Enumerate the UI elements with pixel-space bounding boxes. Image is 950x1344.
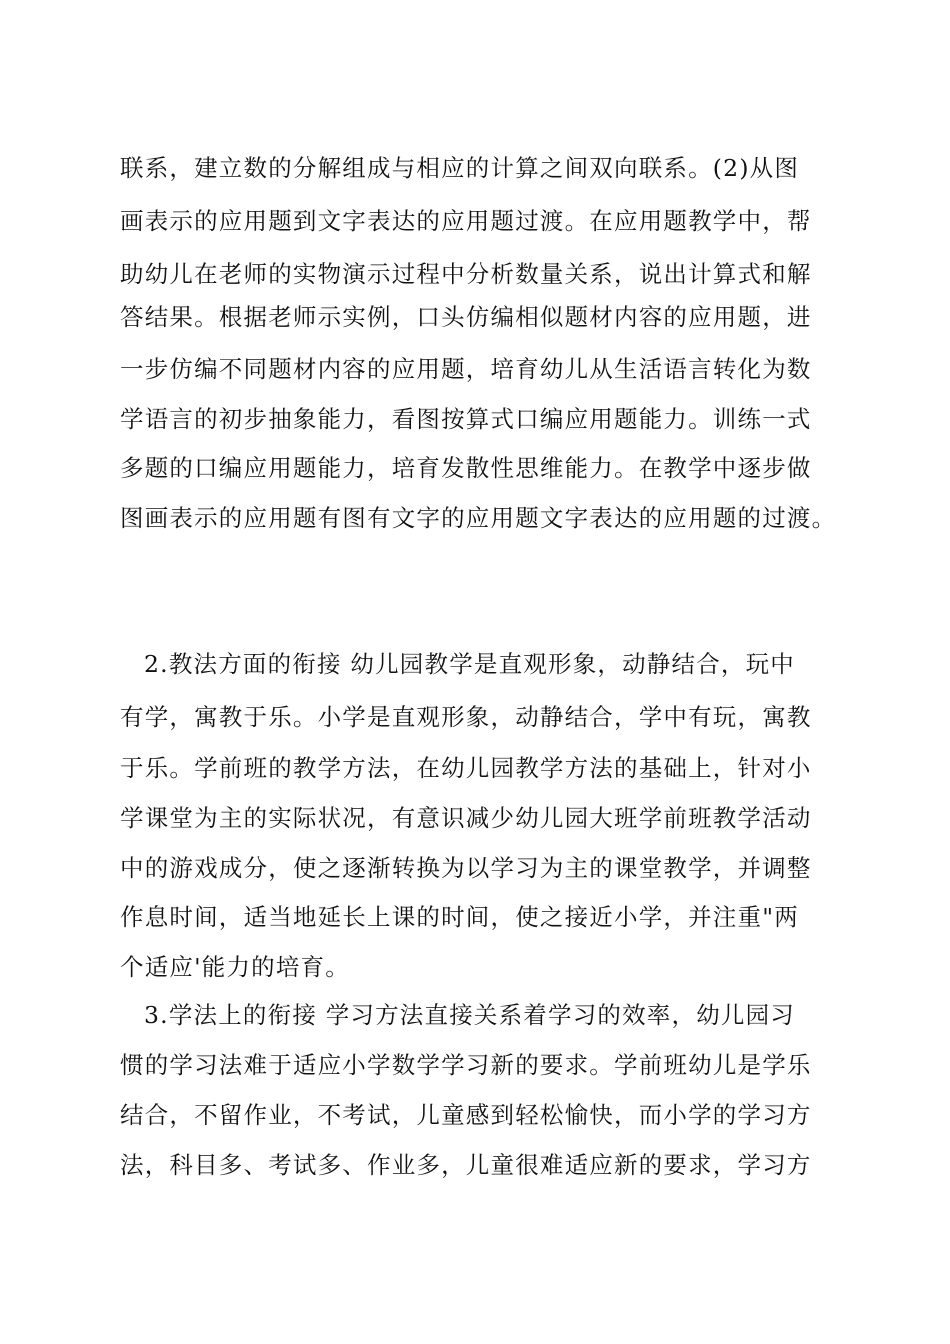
paragraph-3-line-4: 法，科目多、考试多、作业多，儿童很难适应新的要求，学习方 (120, 1151, 812, 1179)
paragraph-1-line-8: 图画表示的应用题有图有文字的应用题文字表达的应用题的过渡。 (120, 504, 837, 532)
paragraph-2-line-7: 个适应'能力的培育。 (120, 953, 350, 981)
paragraph-2-line-3: 于乐。学前班的教学方法，在幼儿园教学方法的基础上，针对小 (120, 754, 812, 782)
paragraph-2-line-4: 学课堂为主的实际状况，有意识减少幼儿园大班学前班教学活动 (120, 804, 812, 832)
paragraph-2-line-1: 2.教法方面的衔接 幼儿园教学是直观形象，动静结合，玩中 (144, 650, 795, 678)
paragraph-2-line-2: 有学，寓教于乐。小学是直观形象，动静结合，学中有玩，寓教 (120, 703, 812, 731)
paragraph-1-line-7: 多题的口编应用题能力，培育发散性思维能力。在教学中逐步做 (120, 454, 812, 482)
paragraph-1-line-6: 学语言的初步抽象能力，看图按算式口编应用题能力。训练一式 (120, 405, 812, 433)
paragraph-2-line-6: 作息时间，适当地延长上课的时间，使之接近小学，并注重"两 (120, 903, 799, 931)
paragraph-3-line-3: 结合，不留作业，不考试，儿童感到轻松愉快，而小学的学习方 (120, 1101, 812, 1129)
paragraph-3-line-1: 3.学法上的衔接 学习方法直接关系着学习的效率，幼儿园习 (144, 1001, 795, 1029)
paragraph-3-line-2: 惯的学习法难于适应小学数学学习新的要求。学前班幼儿是学乐 (120, 1051, 812, 1079)
paragraph-1-line-2: 画表示的应用题到文字表达的应用题过渡。在应用题教学中，帮 (120, 207, 812, 235)
paragraph-1-line-4: 答结果。根据老师示实例，口头仿编相似题材内容的应用题，进 (120, 303, 812, 331)
paragraph-1-line-3: 助幼儿在老师的实物演示过程中分析数量关系，说出计算式和解 (120, 260, 812, 288)
paragraph-1-line-1: 联系，建立数的分解组成与相应的计算之间双向联系。(2)从图 (120, 154, 800, 182)
paragraph-2-line-5: 中的游戏成分，使之逐渐转换为以学习为主的课堂教学，并调整 (120, 854, 812, 882)
paragraph-1-line-5: 一步仿编不同题材内容的应用题，培育幼儿从生活语言转化为数 (120, 355, 812, 383)
